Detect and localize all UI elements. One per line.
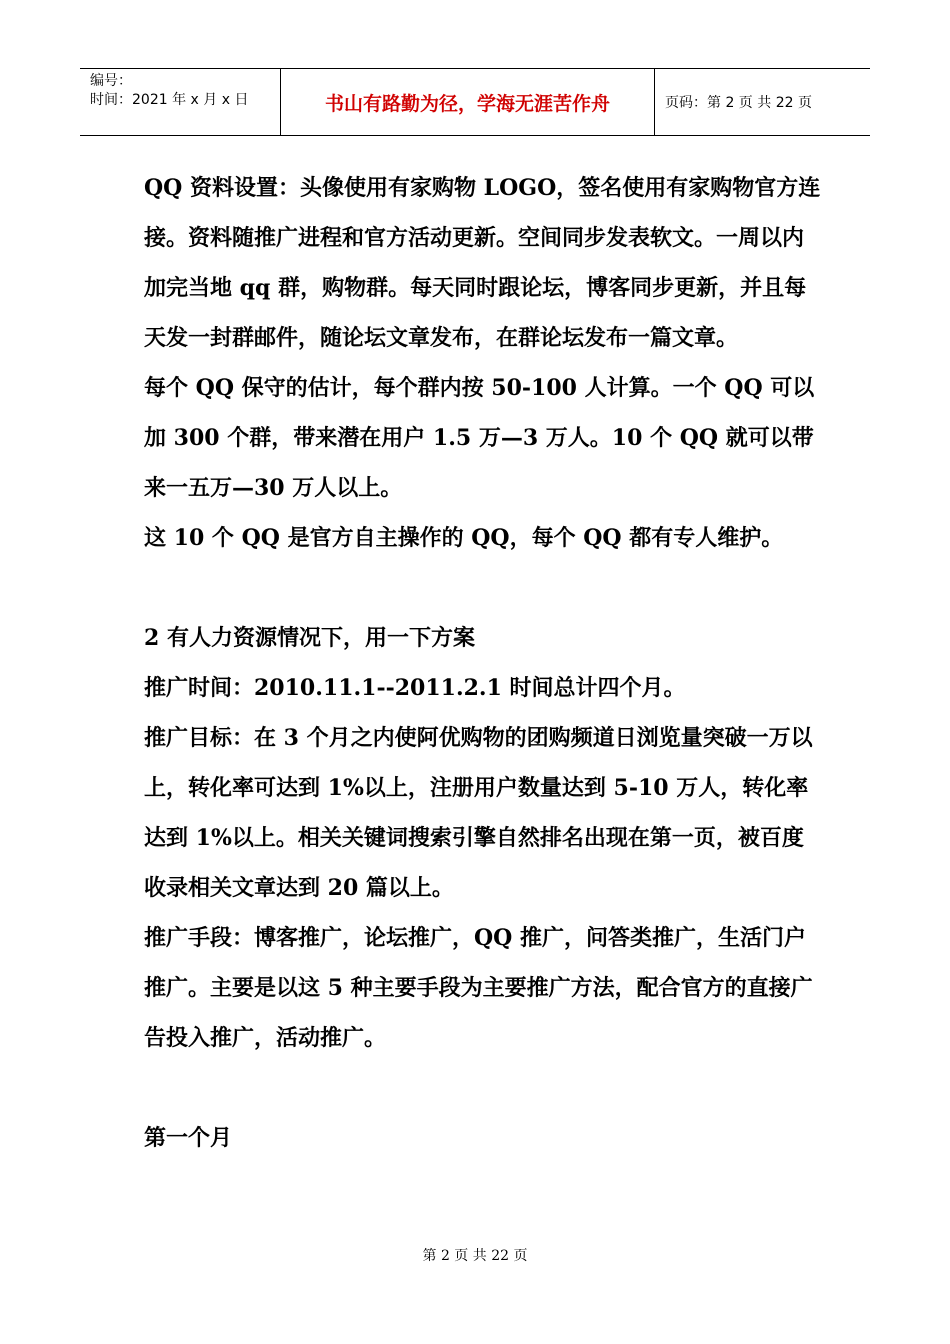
blank-line — [144, 1063, 824, 1113]
paragraph-promo-means: 推广手段：博客推广，论坛推广，QQ 推广，问答类推广，生活门户推广。主要是以这 5 种主要手段为主要推广方法，配合官方的直接广告投入推广，活动推广。 — [144, 925, 813, 1051]
paragraph-qq-estimate: 每个 QQ 保守的估计，每个群内按 50-100 人计算。一个 QQ 可以加 300 个群，带来潜在用户 1.5 万—3 万人。10 个 QQ 就可以带来一五万—30 万人以上。 — [144, 375, 815, 501]
document-body — [144, 163, 824, 1163]
header-page-info: 页码：第 2 页 共 22 页 — [665, 95, 812, 111]
paragraph-promo-goal: 推广目标：在 3 个月之内使阿优购物的团购频道日浏览量突破一万以上，转化率可达到 1%以上，注册用户数量达到 5-10 万人，转化率达到 1%以上。相关关键词搜索引擎自然排名出现在第一页，被百度收录相关文章达到 20 篇以上。 — [144, 725, 813, 901]
page-footer: 第 2 页 共 22 页 — [422, 1248, 528, 1264]
header-motto: 书山有路勤为径，学海无涯苦作舟 — [324, 92, 610, 115]
blank-line — [144, 563, 824, 613]
header-page-info-cell — [655, 69, 870, 135]
page-header — [80, 68, 870, 136]
header-motto-cell — [281, 69, 655, 135]
paragraph-promo-time: 推广时间：2010.11.1--2011.2.1 时间总计四个月。 — [144, 675, 686, 701]
paragraph-qq-maintenance: 这 10 个 QQ 是官方自主操作的 QQ，每个 QQ 都有专人维护。 — [144, 525, 784, 551]
date-label: 时间：2021 年 x 月 x 日 — [90, 92, 249, 108]
paragraph-qq-profile: QQ 资料设置：头像使用有家购物 LOGO，签名使用有家购物官方连接。资料随推广进程和官方活动更新。空间同步发表软文。一周以内加完当地 qq 群，购物群。每天同时跟论坛，博客同步更新，并且每天发一封群邮件，随论坛文章发布，在群论坛发布一篇文章。 — [144, 175, 821, 351]
section-heading-first-month: 第一个月 — [144, 1125, 233, 1151]
section-heading-plan-2: 2 有人力资源情况下，用一下方案 — [144, 625, 475, 651]
header-meta — [80, 69, 281, 135]
serial-number-label: 编号： — [90, 73, 132, 89]
